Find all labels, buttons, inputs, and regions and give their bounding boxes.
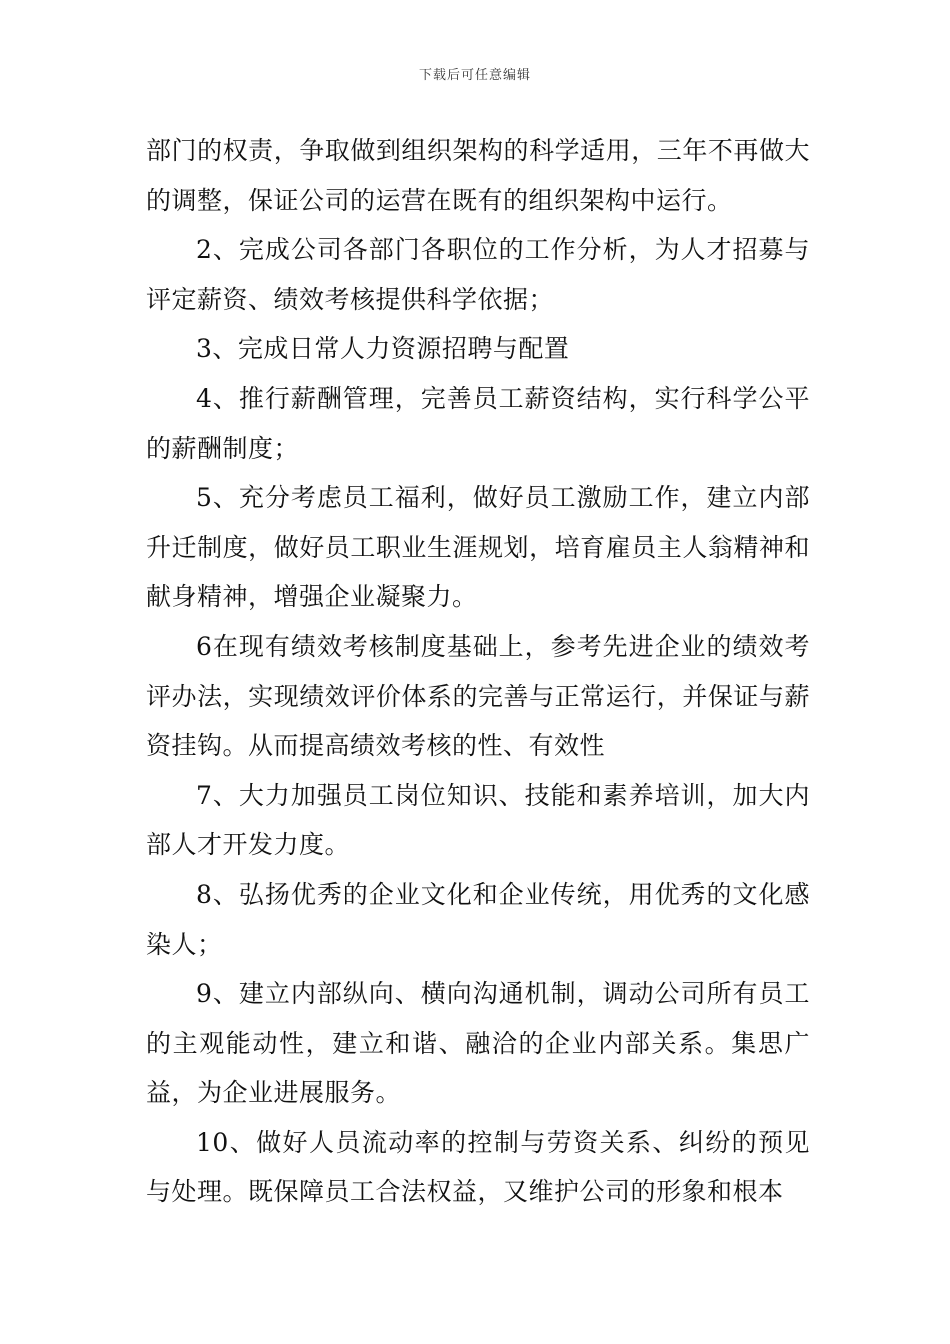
paragraph-9: 9、建立内部纵向、横向沟通机制，调动公司所有员工的主观能动性，建立和谐、融洽的企业内部关系。集思广益，为企业进展服务。 xyxy=(146,979,810,1108)
paragraph-6: 6在现有绩效考核制度基础上，参考先进企业的绩效考评办法，实现绩效评价体系的完善与正常运行，并保证与薪资挂钩。从而提高绩效考核的性、有效性 xyxy=(146,631,810,761)
paragraph-10: 10、做好人员流动率的控制与劳资关系、纠纷的预见与处理。既保障员工合法权益，又维护公司的形象和根本 xyxy=(146,1127,810,1207)
page-header-note: 下载后可任意编辑 xyxy=(418,68,531,83)
document-body xyxy=(146,126,810,1217)
paragraph-7: 7、大力加强员工岗位知识、技能和素养培训，加大内部人才开发力度。 xyxy=(146,780,810,860)
paragraph-1: 部门的权责，争取做到组织架构的科学适用，三年不再做大的调整，保证公司的运营在既有的组织架构中运行。 xyxy=(146,136,810,215)
paragraph-4: 4、推行薪酬管理，完善员工薪资结构，实行科学公平的薪酬制度； xyxy=(146,383,810,463)
paragraph-2: 2、完成公司各部门各职位的工作分析，为人才招募与评定薪资、绩效考核提供科学依据； xyxy=(146,235,810,314)
paragraph-8: 8、弘扬优秀的企业文化和企业传统，用优秀的文化感染人； xyxy=(146,879,810,959)
paragraph-3: 3、完成日常人力资源招聘与配置 xyxy=(196,334,570,364)
paragraph-5: 5、充分考虑员工福利，做好员工激励工作，建立内部升迁制度，做好员工职业生涯规划，培育雇员主人翁精神和献身精神，增强企业凝聚力。 xyxy=(146,483,810,612)
